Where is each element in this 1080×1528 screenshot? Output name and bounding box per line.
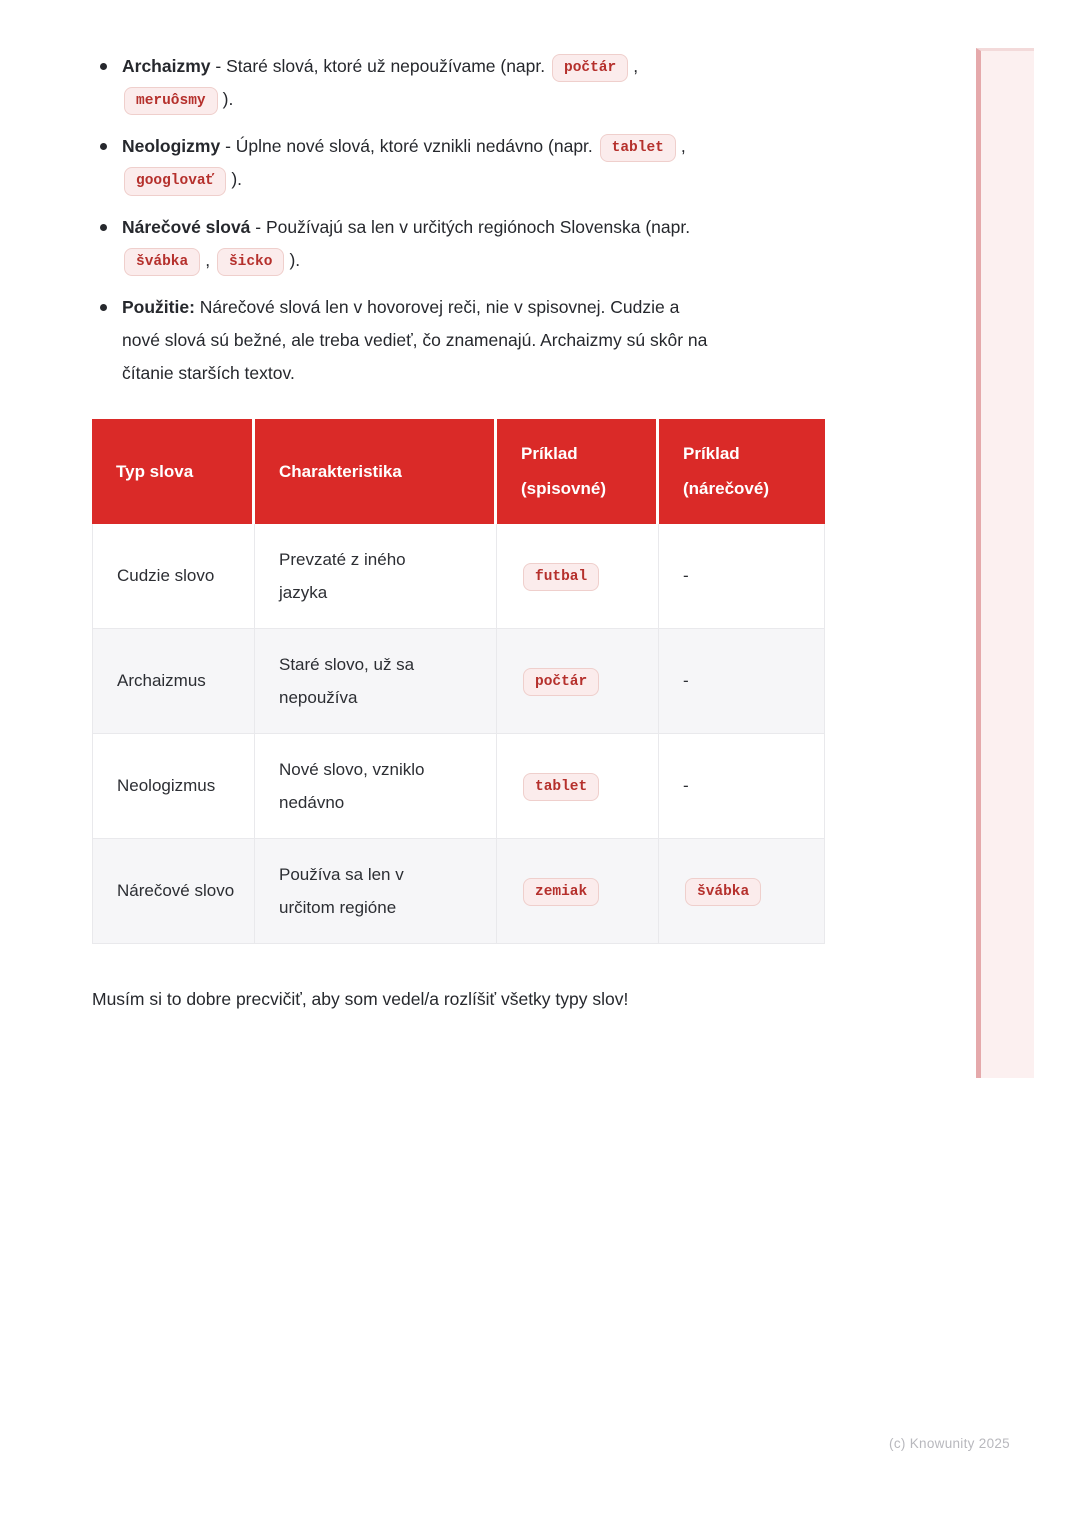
cell-text: Nárečové slovo [117, 881, 235, 901]
table-cell [659, 734, 825, 839]
list-item [100, 211, 892, 277]
cell-text: - [683, 671, 689, 691]
table-row [92, 734, 825, 839]
closing-note: Musím si to dobre precvičiť, aby som vedel/a rozlíšiť všetky typy slov! [92, 988, 629, 1009]
table-header-cell: Charakteristika [255, 419, 497, 524]
table-header-cell: Príklad (spisovné) [497, 419, 659, 524]
table-header-cell: Typ slova [92, 419, 255, 524]
code-chip: šicko [217, 248, 285, 276]
table-cell [255, 524, 497, 629]
table-cell [255, 839, 497, 944]
table-cell [497, 524, 659, 629]
bullet-text [122, 291, 707, 390]
text-segment: ). [222, 89, 234, 110]
code-chip: tablet [600, 134, 676, 162]
list-item [100, 50, 892, 116]
bullet-dot [100, 304, 107, 311]
code-chip: počtár [523, 668, 599, 696]
bullet-text [122, 50, 638, 116]
text-segment: - Používajú sa len v určitých regiónoch Slovenska (napr. [250, 216, 691, 237]
table-cell [92, 524, 255, 629]
table-cell [659, 524, 825, 629]
table-row [92, 524, 825, 629]
code-chip: tablet [523, 773, 599, 801]
table-cell [92, 734, 255, 839]
cell-text: Nové slovo, vzniklo nedávno [279, 759, 425, 812]
decorative-side-strip [976, 48, 1034, 1078]
table-cell [497, 839, 659, 944]
term-label: Neologizmy [122, 136, 221, 157]
cell-text: Staré slovo, už sa nepoužíva [279, 654, 415, 707]
text-segment: nové slová sú bežné, ale treba vedieť, čo znamenajú. Archaizmy sú skôr na [122, 329, 708, 350]
text-segment: ). [231, 169, 243, 190]
cell-text: Používa sa len v určitom regióne [279, 864, 404, 917]
bullet-text [122, 211, 690, 277]
code-chip: počtár [552, 54, 628, 82]
code-chip: zemiak [523, 878, 599, 906]
bullet-list [92, 50, 892, 390]
cell-text: Prevzaté z iného jazyka [279, 549, 406, 602]
list-item [100, 130, 892, 196]
table-body [92, 524, 825, 944]
table-header-cell: Príklad (nárečové) [659, 419, 825, 524]
text-segment: ). [289, 249, 301, 270]
cell-text: Neologizmus [117, 776, 216, 796]
code-chip: meruôsmy [124, 87, 218, 115]
code-chip: švábka [685, 878, 761, 906]
code-chip: švábka [124, 248, 200, 276]
table-cell [497, 629, 659, 734]
text-segment: Nárečové slová len v hovorovej reči, nie v spisovnej. Cudzie a [194, 296, 680, 317]
code-chip: googlovať [124, 167, 226, 195]
table-cell [497, 734, 659, 839]
text-segment: - Staré slová, ktoré už nepoužívame (napr. [210, 56, 550, 76]
text-segment: , [633, 56, 639, 76]
term-label: Archaizmy [122, 56, 211, 76]
table-cell [659, 629, 825, 734]
list-item [100, 291, 892, 390]
copyright-footer: (c) Knowunity 2025 [889, 1436, 1010, 1451]
table-row [92, 629, 825, 734]
table-cell [92, 629, 255, 734]
bullet-dot [100, 224, 107, 231]
table-cell [92, 839, 255, 944]
cell-text: - [683, 776, 689, 796]
table-row [92, 839, 825, 944]
bullet-dot [100, 143, 107, 150]
table-cell [659, 839, 825, 944]
text-segment: , [680, 136, 686, 157]
cell-text: Cudzie slovo [117, 566, 215, 586]
term-label: Nárečové slová [122, 216, 251, 237]
text-segment: čítanie starších textov. [122, 362, 295, 383]
word-types-table [92, 419, 825, 944]
table-cell [255, 629, 497, 734]
text-segment: - Úplne nové slová, ktoré vznikli nedávno (napr. [220, 136, 598, 157]
cell-text: - [683, 566, 689, 586]
cell-text: Archaizmus [117, 671, 206, 691]
text-segment: , [205, 249, 215, 270]
code-chip: futbal [523, 563, 599, 591]
notes-content [92, 50, 892, 1010]
table-cell [255, 734, 497, 839]
bullet-dot [100, 63, 107, 70]
table-header [92, 419, 825, 524]
bullet-text [122, 130, 686, 196]
table-header-row [92, 419, 825, 524]
term-label: Použitie: [122, 296, 195, 317]
